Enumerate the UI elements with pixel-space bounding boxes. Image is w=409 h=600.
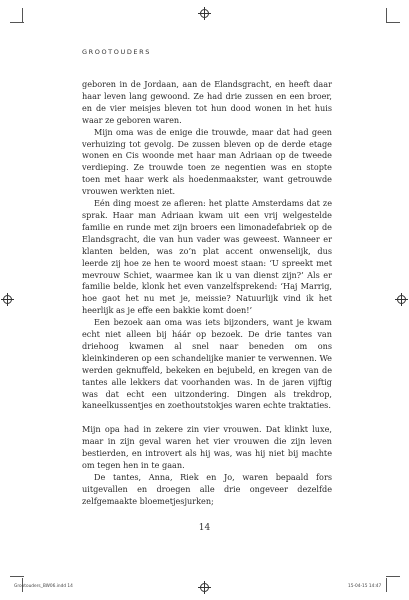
crop-mark bbox=[386, 576, 400, 577]
paragraph: Mijn oma was de enige die trouwde, maar dat had geen verhuizing tot gevolg. De zussen bleven op de derde etage wonen en Cis woonde met haar man Adriaan op de tweede verdieping. Ze trouwde toen ze negentien was en stopte toen met haar werk als hoedenmaakster, want getrouwde vrouwen werkten niet. bbox=[82, 126, 332, 197]
crop-mark bbox=[386, 8, 387, 22]
paragraph: Een bezoek aan oma was iets bijzonders, want je kwam echt niet alleen bij háár op bezoek. De drie tantes van driehoog kwamen al snel naar beneden om ons kleinkinderen op een schandelijke manier te verwennen. We werden geknuffeld, bekeken en bejubeld, en kregen van de tantes alle lekkers dat voorhanden was. In de jaren vijftig was dat echt een uitzondering. Dingen als trekdrop, kaneelkussentjes en zoethoutstokjes waren echte traktaties. bbox=[82, 317, 332, 411]
registration-mark-icon bbox=[397, 295, 406, 304]
crop-mark bbox=[386, 578, 387, 592]
paragraph: geboren in de Jordaan, aan de Elandsgracht, en heeft daar haar leven lang gewoond. Ze had drie zussen en een broer, en de vier meisjes bleven tot hun dood wonen in het huis waar ze geboren waren. bbox=[82, 79, 332, 125]
paragraph: Mijn opa had in zekere zin vier vrouwen. Dat klinkt luxe, maar in zijn geval waren het vier vrouwen die zijn leven bestierden, en introvert als hij was, was hij niet bij machte om tegen hen in te gaan. bbox=[82, 424, 332, 470]
body-text bbox=[82, 79, 332, 508]
running-header: GROOTOUDERS bbox=[82, 48, 151, 56]
slug-filename: Grootouders_BW06.indd 14 bbox=[14, 584, 73, 589]
crop-mark bbox=[386, 22, 400, 23]
crop-mark bbox=[22, 8, 23, 22]
slug-datetime: 15-04-15 14:47 bbox=[348, 584, 382, 589]
registration-mark-icon bbox=[3, 295, 12, 304]
registration-mark-icon bbox=[200, 583, 209, 592]
page-number: 14 bbox=[198, 523, 211, 533]
paragraph: Eén ding moest ze afleren: het platte Amsterdams dat ze sprak. Haar man Adriaan kwam uit een vrij welgestelde familie en runde met zijn broers een limonadefabriek op de Elandsgracht, die van hun vader was geweest. Wanneer er klanten belden, was zo’n plat accent onwenselijk, dus leerde zij hoe ze hen te woord moest staan: ‘U spreekt met mevrouw Schiet, waarmee kan ik u van dienst zijn?’ Als er familie belde, klonk het even vanzelfsprekend: ‘Haj Marrig, hoe gaot het nu met je, meissie? Natuurlijk vind ik het heerlijk as je effe een bakkie komt doen!’ bbox=[82, 198, 332, 316]
paragraph: De tantes, Anna, Riek en Jo, waren bepaald fors uitgevallen en droegen alle drie ongeveer dezelfde zelfgemaakte bloemetjesjurken; bbox=[82, 471, 332, 506]
crop-mark bbox=[10, 22, 24, 23]
registration-mark-icon bbox=[200, 9, 209, 18]
crop-mark bbox=[10, 576, 24, 577]
